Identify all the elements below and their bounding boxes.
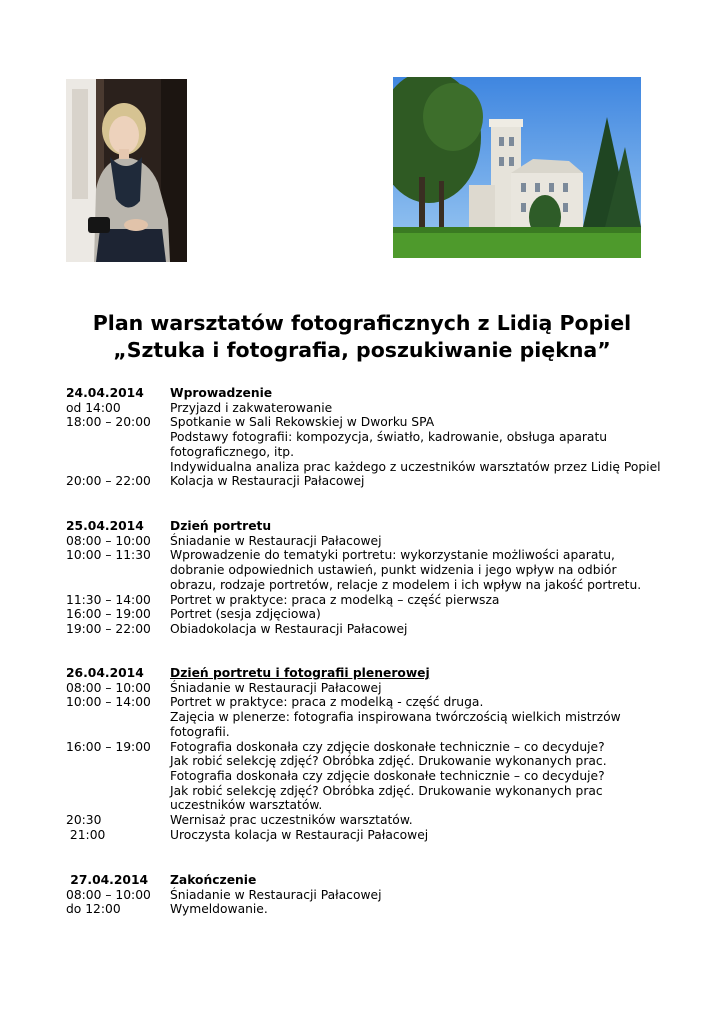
entry-text: Podstawy fotografii: kompozycja, światło, kadrowanie, obsługa aparatu xyxy=(170,430,608,445)
portrait-photo xyxy=(66,79,187,262)
entry-text: obrazu, rodzaje portretów, relacje z modelem i ich wpływ na jakość portretu. xyxy=(170,577,642,592)
entry-text: Fotografia doskonała czy zdjęcie doskonałe technicznie – co decyduje? xyxy=(170,739,605,754)
day-title: Wprowadzenie xyxy=(170,386,273,400)
day-title: Dzień portretu xyxy=(170,519,272,533)
entry-text: dobranie odpowiednich ustawień, punkt widzenia i jego wpływ na odbiór xyxy=(170,563,617,578)
entry-text: Portret w praktyce: praca z modelką - część druga. xyxy=(170,695,484,710)
document-title: Plan warsztatów fotograficznych z Lidią Popiel xyxy=(92,311,632,335)
entry-time: 19:00 – 22:00 xyxy=(66,621,151,636)
entry-time: 10:00 – 11:30 xyxy=(66,548,151,563)
entry-text: Indywidualna analiza prac każdego z uczestników warsztatów przez Lidię Popiel xyxy=(170,459,661,474)
entry-text: Portret w praktyce: praca z modelką – część pierwsza xyxy=(170,592,500,607)
entry-time: 21:00 xyxy=(66,827,106,842)
entry-time: 08:00 – 10:00 xyxy=(66,533,151,548)
entry-time: 16:00 – 19:00 xyxy=(66,739,151,754)
entry-text: Przyjazd i zakwaterowanie xyxy=(170,400,333,415)
entry-text: Jak robić selekcję zdjęć? Obróbka zdjęć. Drukowanie wykonanych prac. xyxy=(170,754,607,769)
entry-time: do 12:00 xyxy=(66,902,121,917)
entry-time: 18:00 – 20:00 xyxy=(66,415,151,430)
day-date: 25.04.2014 xyxy=(66,519,144,533)
entry-text: Spotkanie w Sali Rekowskiej w Dworku SPA xyxy=(170,415,435,430)
entry-text: Fotografia doskonała czy zdjęcie doskonałe technicznie – co decyduje? xyxy=(170,768,605,783)
entry-time: 08:00 – 10:00 xyxy=(66,680,151,695)
entry-text: Jak robić selekcję zdjęć? Obróbka zdjęć. Drukowanie wykonanych prac xyxy=(170,783,603,798)
entry-text: Portret (sesja zdjęciowa) xyxy=(170,607,321,622)
entry-time: 20:30 xyxy=(66,813,102,828)
entry-time: 10:00 – 14:00 xyxy=(66,695,151,710)
day-date: 27.04.2014 xyxy=(66,873,149,887)
day-section xyxy=(66,386,666,489)
entry-text: Wymeldowanie. xyxy=(170,902,268,917)
entry-time: 20:00 – 22:00 xyxy=(66,474,151,489)
day-title: Zakończenie xyxy=(170,873,257,887)
day-title: Dzień portretu i fotografii plenerowej xyxy=(170,666,430,680)
day-date: 24.04.2014 xyxy=(66,386,144,400)
entry-time: 08:00 – 10:00 xyxy=(66,887,151,902)
entry-text: Wernisaż prac uczestników warsztatów. xyxy=(170,813,413,828)
entry-text: Wprowadzenie do tematyki portretu: wykorzystanie możliwości aparatu, xyxy=(170,548,615,563)
entry-text: fotograficznego, itp. xyxy=(170,444,295,459)
document-subtitle: „Sztuka i fotografia, poszukiwanie piękna” xyxy=(113,338,611,362)
entry-time: 16:00 – 19:00 xyxy=(66,607,151,622)
entry-text: Kolacja w Restauracji Pałacowej xyxy=(170,474,365,489)
day-section xyxy=(66,666,666,842)
entry-text: uczestników warsztatów. xyxy=(170,798,323,813)
entry-text: Zajęcia w plenerze: fotografia inspirowana twórczością wielkich mistrzów xyxy=(170,710,621,725)
entry-time: od 14:00 xyxy=(66,400,121,415)
entry-text: Śniadanie w Restauracji Pałacowej xyxy=(170,680,382,695)
entry-text: Śniadanie w Restauracji Pałacowej xyxy=(170,533,382,548)
day-date: 26.04.2014 xyxy=(66,666,144,680)
entry-time: 11:30 – 14:00 xyxy=(66,592,151,607)
entry-text: Uroczysta kolacja w Restauracji Pałacowej xyxy=(170,827,429,842)
palace-photo xyxy=(393,77,641,258)
entry-text: fotografii. xyxy=(170,724,230,739)
day-section xyxy=(66,873,666,917)
day-section xyxy=(66,519,666,637)
entry-text: Obiadokolacja w Restauracji Pałacowej xyxy=(170,621,408,636)
entry-text: Śniadanie w Restauracji Pałacowej xyxy=(170,887,382,902)
